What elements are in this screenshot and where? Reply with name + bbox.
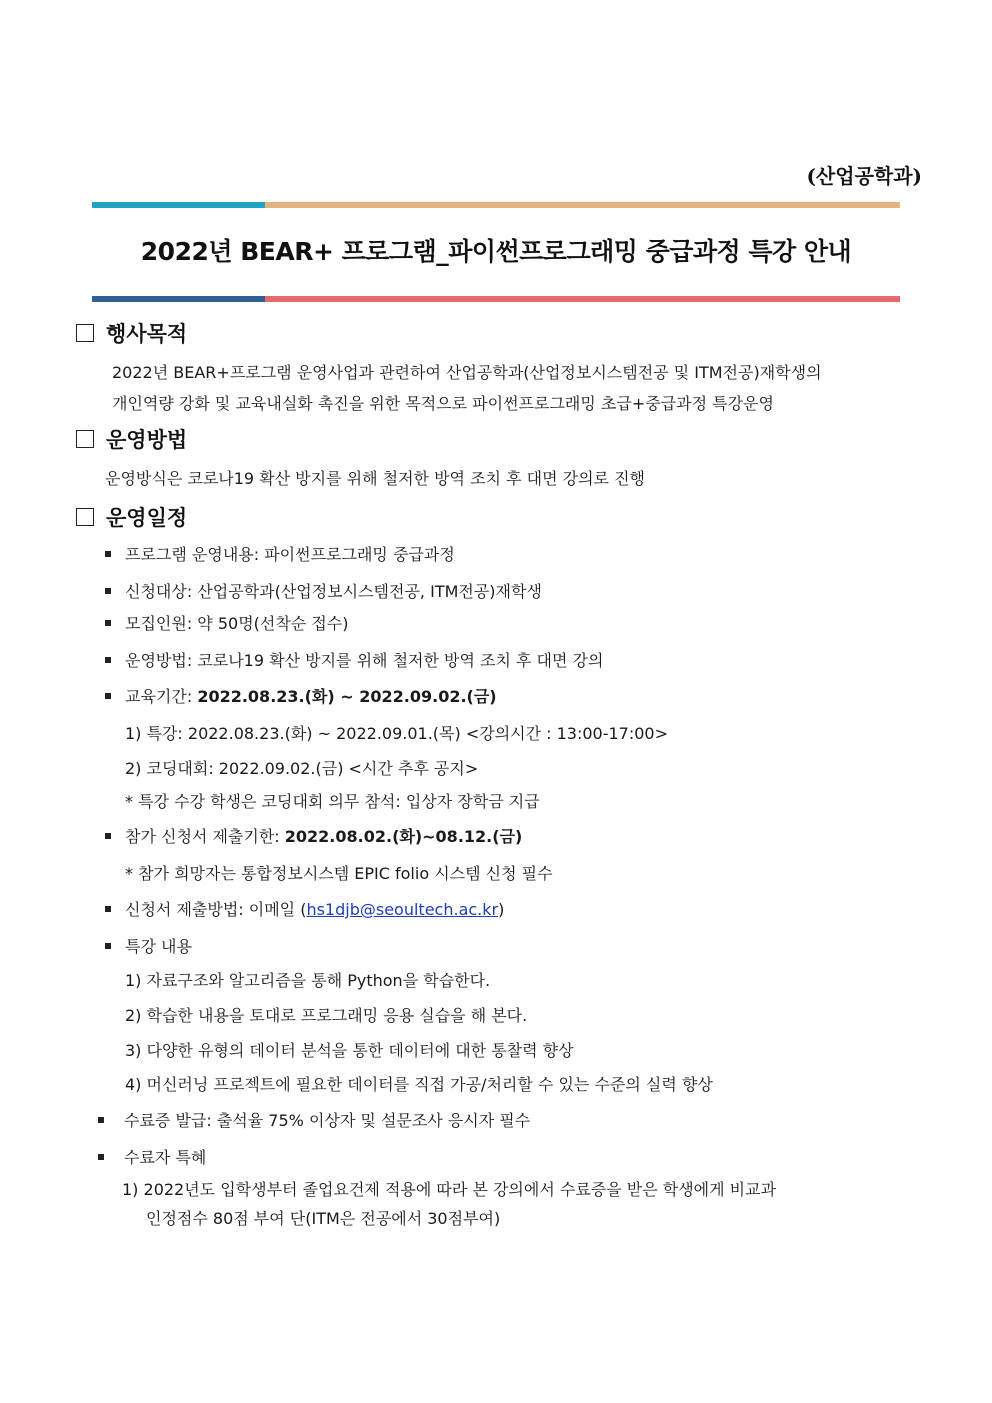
deadline-note: * 참가 희망자는 통합정보시스템 EPIC folio 시스템 신청 필수 bbox=[125, 864, 553, 883]
bottom-divider-right bbox=[265, 296, 900, 302]
schedule-item-target bbox=[105, 579, 542, 602]
department-label: (산업공학과) bbox=[806, 164, 922, 188]
schedule-item-lecture bbox=[105, 934, 192, 957]
bottom-divider-bar bbox=[92, 296, 900, 302]
schedule-item-text: 수료자 특혜 bbox=[124, 1148, 207, 1167]
schedule-item-method bbox=[105, 648, 603, 671]
period-note: * 특강 수강 학생은 코딩대회 의무 참석: 입상자 장학금 지급 bbox=[125, 792, 540, 811]
section-heading-method bbox=[76, 424, 187, 454]
lecture-item-2: 2) 학습한 내용을 토대로 프로그래밍 응용 실습을 해 본다. bbox=[125, 1006, 528, 1025]
section-heading-text: 운영방법 bbox=[106, 428, 188, 452]
deadline-value: 2022.08.02.(화)~08.12.(금) bbox=[284, 827, 523, 846]
schedule-item-recruit bbox=[105, 611, 349, 634]
schedule-item-submit bbox=[105, 897, 504, 920]
schedule-item-text: 신청서 제출방법: 이메일 ( bbox=[125, 900, 307, 919]
purpose-text-line-2: 개인역량 강화 및 교육내실화 촉진을 위한 목적으로 파이썬프로그래밍 초급+중급과정 특강운영 bbox=[112, 394, 774, 413]
schedule-item-text: 모집인원: 약 50명(선착순 접수) bbox=[125, 614, 349, 633]
top-divider-right bbox=[265, 202, 900, 208]
period-value: 2022.08.23.(화) ~ 2022.09.02.(금) bbox=[197, 687, 497, 706]
square-bullet-icon bbox=[98, 1154, 104, 1160]
document-title: 2022년 BEAR+ 프로그램_파이썬프로그래밍 중급과정 특강 안내 bbox=[140, 237, 852, 266]
square-bullet-icon bbox=[105, 588, 111, 594]
top-divider-bar bbox=[92, 202, 900, 208]
square-bullet-icon bbox=[105, 693, 111, 699]
purpose-text-line-1: 2022년 BEAR+프로그램 운영사업과 관련하여 산업공학과(산업정보시스템전공 및 ITM전공)재학생의 bbox=[112, 363, 822, 382]
section-heading-schedule bbox=[76, 502, 187, 532]
period-sub-lecture: 1) 특강: 2022.08.23.(화) ~ 2022.09.01.(목) <강의시간 : 13:00-17:00> bbox=[125, 724, 669, 743]
schedule-item-text: 참가 신청서 제출기한: bbox=[125, 827, 285, 846]
square-bullet-icon bbox=[98, 1117, 104, 1123]
schedule-item-benefit bbox=[98, 1145, 206, 1168]
schedule-item-certificate bbox=[98, 1108, 530, 1131]
square-bullet-icon bbox=[105, 620, 111, 626]
square-bullet-icon bbox=[105, 551, 111, 557]
bottom-divider-left bbox=[92, 296, 265, 302]
schedule-item-deadline bbox=[105, 824, 522, 847]
schedule-item-content bbox=[105, 542, 455, 565]
section-heading-text: 행사목적 bbox=[106, 322, 188, 346]
square-bullet-icon bbox=[105, 833, 111, 839]
lecture-item-3: 3) 다양한 유형의 데이터 분석을 통한 데이터에 대한 통찰력 향상 bbox=[125, 1041, 574, 1060]
square-bullet-icon bbox=[105, 657, 111, 663]
checkbox-square-icon bbox=[76, 508, 94, 526]
section-heading-purpose bbox=[76, 318, 187, 348]
checkbox-square-icon bbox=[76, 324, 94, 342]
checkbox-square-icon bbox=[76, 430, 94, 448]
square-bullet-icon bbox=[105, 943, 111, 949]
square-bullet-icon bbox=[105, 906, 111, 912]
schedule-item-text: 프로그램 운영내용: 파이썬프로그래밍 중급과정 bbox=[125, 545, 455, 564]
lecture-item-4: 4) 머신러닝 프로젝트에 필요한 데이터를 직접 가공/처리할 수 있는 수준의 실력 향상 bbox=[125, 1075, 713, 1094]
email-link[interactable]: hs1djb@seoultech.ac.kr bbox=[306, 900, 499, 919]
schedule-item-text: 운영방법: 코로나19 확산 방지를 위해 철저한 방역 조치 후 대면 강의 bbox=[125, 651, 604, 670]
submit-close-paren: ) bbox=[498, 900, 505, 919]
schedule-item-text: 신청대상: 산업공학과(산업정보시스템전공, ITM전공)재학생 bbox=[125, 582, 542, 601]
lecture-item-1: 1) 자료구조와 알고리즘을 통해 Python을 학습한다. bbox=[125, 971, 491, 990]
schedule-item-text: 특강 내용 bbox=[125, 937, 192, 956]
section-heading-text: 운영일정 bbox=[106, 506, 188, 530]
period-sub-coding: 2) 코딩대회: 2022.09.02.(금) <시간 추후 공지> bbox=[125, 759, 479, 778]
schedule-item-text: 교육기간: bbox=[125, 687, 198, 706]
top-divider-left bbox=[92, 202, 265, 208]
benefit-line-2: 인정점수 80점 부여 단(ITM은 전공에서 30점부여) bbox=[146, 1209, 501, 1228]
benefit-line-1: 1) 2022년도 입학생부터 졸업요건제 적용에 따라 본 강의에서 수료증을 받은 학생에게 비교과 bbox=[122, 1180, 777, 1199]
method-text-line: 운영방식은 코로나19 확산 방지를 위해 철저한 방역 조치 후 대면 강의로 진행 bbox=[105, 469, 645, 488]
schedule-item-text: 수료증 발급: 출석율 75% 이상자 및 설문조사 응시자 필수 bbox=[124, 1111, 531, 1130]
schedule-item-period bbox=[105, 684, 497, 707]
